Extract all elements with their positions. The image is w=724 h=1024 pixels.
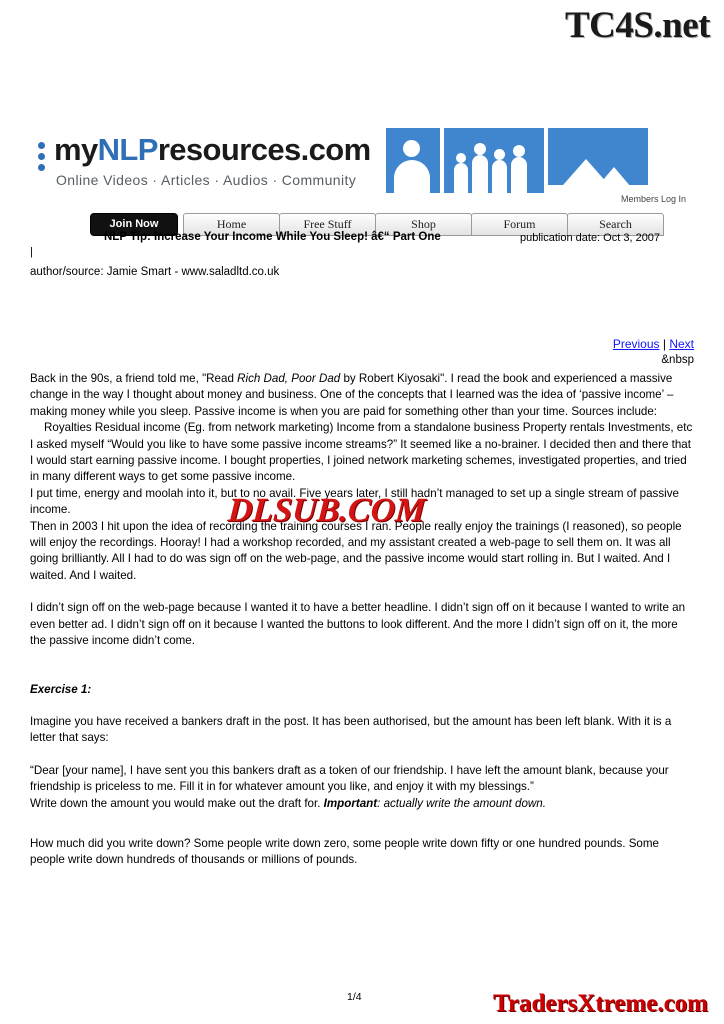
pipe-separator: | <box>30 246 33 258</box>
paragraph-3: I put time, energy and moolah into it, but to no avail. Five years later, I still hadn’t managed to set up a single stream of passive income. <box>30 486 679 517</box>
members-login-link[interactable]: Members Log In <box>620 194 686 204</box>
header-images <box>386 128 686 204</box>
paragraph-7: “Dear [your name], I have sent you this bankers draft as a token of our friendship. I have left the amount blank, because your friendship is priceless to me. Fill it in for whatever amount you like, and enjoy it with my blessings.” <box>30 763 669 794</box>
top-watermark: TC4S.net <box>564 5 710 46</box>
logo-wordmark <box>54 132 371 168</box>
p1-part2: by Robert Kiyosaki". I read the book and experienced a massive change in the way I thought about money and business. One of the concepts that I learned was the idea of ‘passive income’ – making money while you sleep. Passive income is when you are paid for something other than your time. Sources include: <box>30 372 674 418</box>
p8-part2: : actually write the amount down. <box>377 796 546 810</box>
site-header <box>30 128 694 233</box>
nav-item-home[interactable]: Home <box>183 213 280 236</box>
paragraph-1 <box>30 371 696 420</box>
publication-date: publication date: Oct 3, 2007 <box>520 232 661 244</box>
logo-prefix: my <box>54 132 98 167</box>
p1-part1: Back in the 90s, a friend told me, "Read <box>30 372 238 385</box>
next-link[interactable]: Next <box>669 337 694 351</box>
article-pager <box>613 337 694 351</box>
previous-link[interactable]: Previous <box>612 337 660 351</box>
book-title: Rich Dad, Poor Dad <box>237 372 341 385</box>
nav-item-join-now[interactable]: Join Now <box>90 213 178 236</box>
footer-watermark: TradersXtreme.com <box>493 990 708 1017</box>
logo-dots-icon <box>38 142 48 178</box>
pager-separator: | <box>662 337 666 351</box>
center-watermark: DLSUB.COM <box>226 492 427 529</box>
article-title: NLP Tip: Increase Your Income While You Sleep! â€“ Part One <box>104 231 441 243</box>
page-number: 1/4 <box>347 991 362 1003</box>
header-image-landscape <box>548 128 648 193</box>
important-label: Important <box>323 796 378 810</box>
nav-item-search[interactable]: Search <box>567 213 664 236</box>
nav-item-forum[interactable]: Forum <box>471 213 568 236</box>
paragraph-8 <box>30 796 696 812</box>
logo-tagline: Online Videos · Articles · Audios · Community <box>56 172 357 188</box>
logo-accent: NLP <box>97 132 158 167</box>
header-image-group <box>444 128 544 193</box>
author-source-line: author/source: Jamie Smart - www.saladltd.co.uk <box>30 266 280 278</box>
paragraph-9: How much did you write down? Some people write down zero, some people write down fifty or one hundred pounds. Some people write down hundreds of thousands or millions of pounds. <box>30 836 659 867</box>
paragraph-4: Then in 2003 I hit upon the idea of recording the training courses I ran. People really enjoy the trainings (I reasoned), so people will enjoy the recordings. Hooray! I had a workshop recorded, and my assistant created a web-page to sell them on. It was all going brilliantly. All I had to do was sign off on the web-page, and the passive income would start rolling in. But I waited. And I waited. And I waited. <box>30 519 682 582</box>
paragraph-2: I asked myself “Would you like to have some passive income streams?” It seemed like a no-brainer. I decided then and there that I would start earning passive income. I bought properties, I joined network marketing schemes, investigated properties, and tried in many different ways to get some passive income. <box>30 437 691 484</box>
article-body <box>30 371 696 869</box>
paragraph-5: I didn’t sign off on the web-page because I wanted it to have a better headline. I didn’t sign off on it because I wanted to write an even better ad. I didn’t sign off on it because I wanted the buttons to look different. And the more I didn’t sign off on it, the more the passive income didn’t come. <box>30 601 686 648</box>
header-image-person <box>386 128 440 193</box>
p8-part1: Write down the amount you would make out the draft for. <box>30 796 324 810</box>
nbsp-text: &nbsp <box>661 354 694 366</box>
paragraph-6: Imagine you have received a bankers draft in the post. It has been authorised, but the amount has been left blank. With it is a letter that says: <box>30 714 672 745</box>
nav-item-shop[interactable]: Shop <box>375 213 472 236</box>
exercise-heading: Exercise 1: <box>30 682 92 696</box>
nav-item-free-stuff[interactable]: Free Stuff <box>279 213 376 236</box>
site-logo[interactable] <box>38 132 383 202</box>
income-sources-line: Royalties Residual income (Eg. from network marketing) Income from a standalone business Property rentals Investments, etc <box>44 421 693 435</box>
logo-suffix: resources.com <box>157 132 371 167</box>
